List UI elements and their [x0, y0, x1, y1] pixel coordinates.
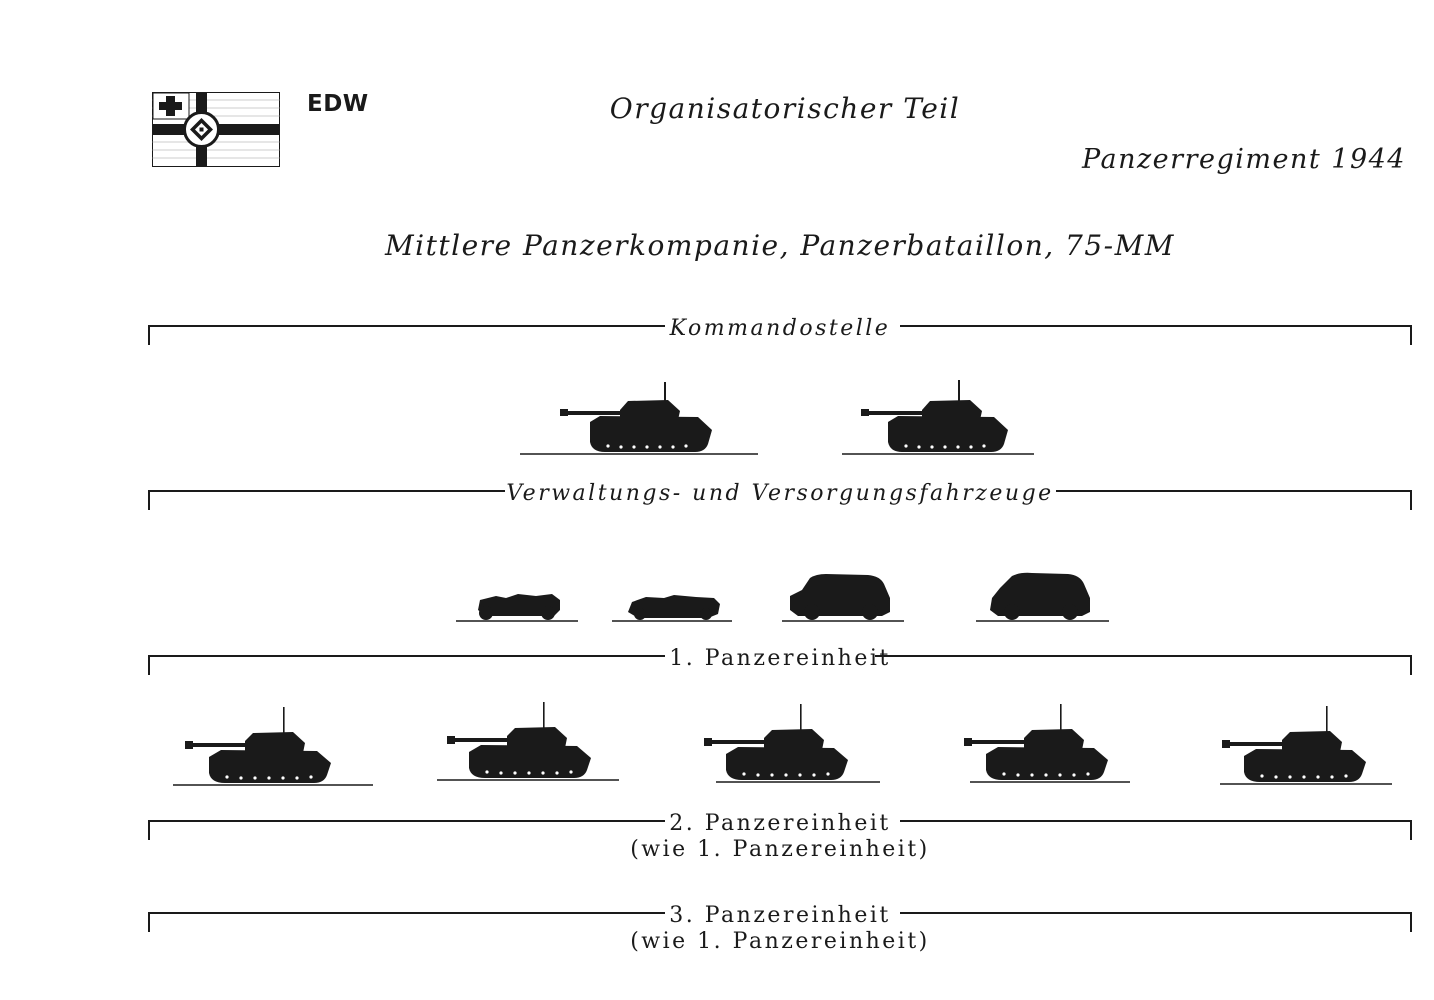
tank-icon: [1220, 704, 1395, 788]
motorcycle-icon: [612, 588, 734, 624]
command-tank-icon: [842, 378, 1037, 458]
car-icon: [782, 570, 906, 624]
regiment-heading: Panzerregiment 1944: [1082, 144, 1406, 175]
section-note: (wie 1. Panzereinheit): [630, 929, 930, 954]
tank-icon: [437, 700, 622, 784]
logo-text: EDW: [307, 91, 369, 117]
section-label: Kommandostelle: [669, 316, 891, 341]
command-tank-icon: [520, 380, 760, 458]
page-title: Mittlere Panzerkompanie, Panzerbataillon, 75-MM: [385, 229, 1175, 262]
section-label: 2. Panzereinheit: [669, 811, 891, 836]
tank-icon: [704, 702, 884, 786]
section-label: Verwaltungs- und Versorgungsfahrzeuge: [506, 481, 1054, 506]
section-label: 3. Panzereinheit: [669, 903, 891, 928]
motorcycle-icon: [456, 586, 580, 624]
war-ensign-flag-icon: [152, 92, 280, 167]
car-icon: [976, 570, 1111, 624]
document-part-heading: Organisatorischer Teil: [609, 92, 961, 125]
tank-icon: [964, 702, 1134, 786]
section-label: 1. Panzereinheit: [669, 646, 891, 671]
section-note: (wie 1. Panzereinheit): [630, 837, 930, 862]
tank-icon: [173, 703, 378, 789]
